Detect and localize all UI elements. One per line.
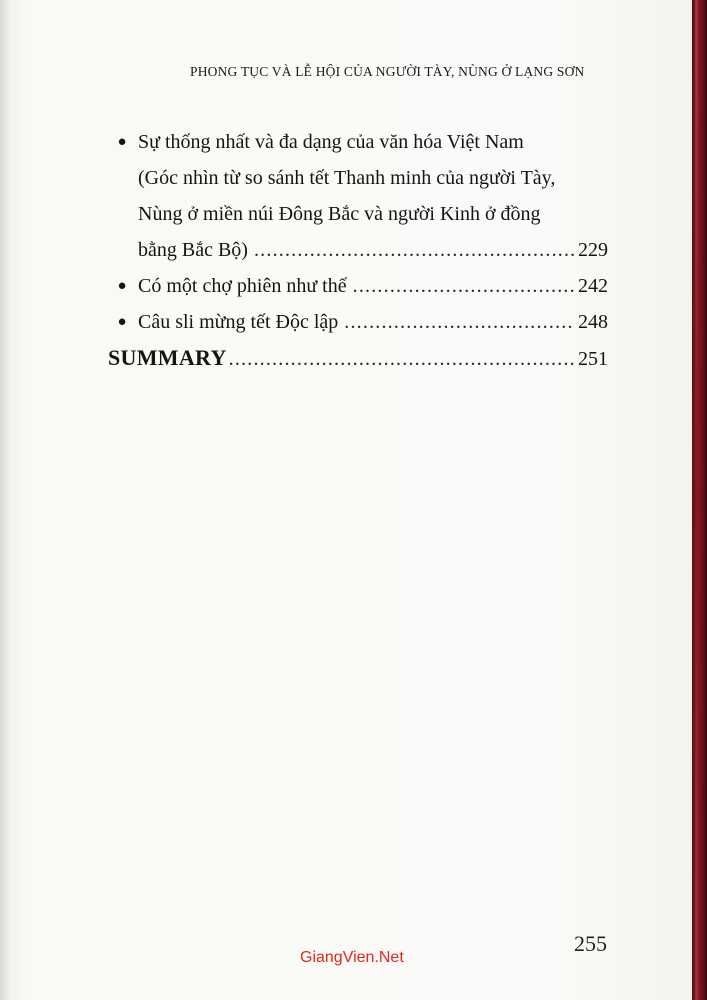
dot-leader — [344, 304, 575, 340]
toc-entry-title: Câu sli mừng tết Độc lập — [138, 311, 339, 333]
page-number: 255 — [574, 931, 607, 956]
toc-entry-title: bằng Bắc Bộ) — [138, 239, 248, 261]
toc-entry-line: Sự thống nhất và đa dạng của văn hóa Việt Nam — [138, 131, 524, 153]
page-gutter-shadow — [0, 0, 10, 1000]
toc-entry-line — [108, 340, 608, 377]
dot-leader — [229, 341, 575, 377]
book-cover-edge — [692, 0, 707, 1000]
running-header: PHONG TỤC VÀ LỄ HỘI CỦA NGƯỜI TÀY, NÙNG Ở LẠNG SƠN — [190, 64, 585, 79]
toc-entry-line: (Góc nhìn từ so sánh tết Thanh minh của người Tày, — [138, 167, 556, 189]
toc-entry-line: Nùng ở miền núi Đông Bắc và người Kinh ở đồng — [138, 203, 541, 225]
toc-page-number: 251 — [578, 348, 608, 370]
table-of-contents — [108, 124, 608, 377]
toc-entry-title: Có một chợ phiên như thế — [138, 275, 347, 297]
toc-entry-van-hoa[interactable] — [108, 124, 608, 268]
bullet-icon: ● — [117, 134, 127, 150]
toc-entry-line — [138, 268, 608, 304]
toc-entry-cho-phien[interactable] — [108, 268, 608, 304]
toc-page-number: 248 — [578, 311, 608, 333]
toc-entry-title: SUMMARY — [108, 345, 227, 370]
toc-entry-last-line — [138, 232, 608, 268]
toc-entry-summary[interactable] — [108, 340, 608, 377]
toc-page-number: 242 — [578, 275, 608, 297]
toc-entry-cau-sli[interactable] — [108, 304, 608, 340]
bullet-icon: ● — [117, 278, 127, 294]
bullet-icon: ● — [117, 314, 127, 330]
toc-page-number: 229 — [578, 239, 608, 261]
watermark-link[interactable]: GiangVien.Net — [300, 949, 404, 966]
toc-entry-line — [138, 304, 608, 340]
dot-leader — [353, 268, 575, 304]
dot-leader — [254, 232, 575, 268]
